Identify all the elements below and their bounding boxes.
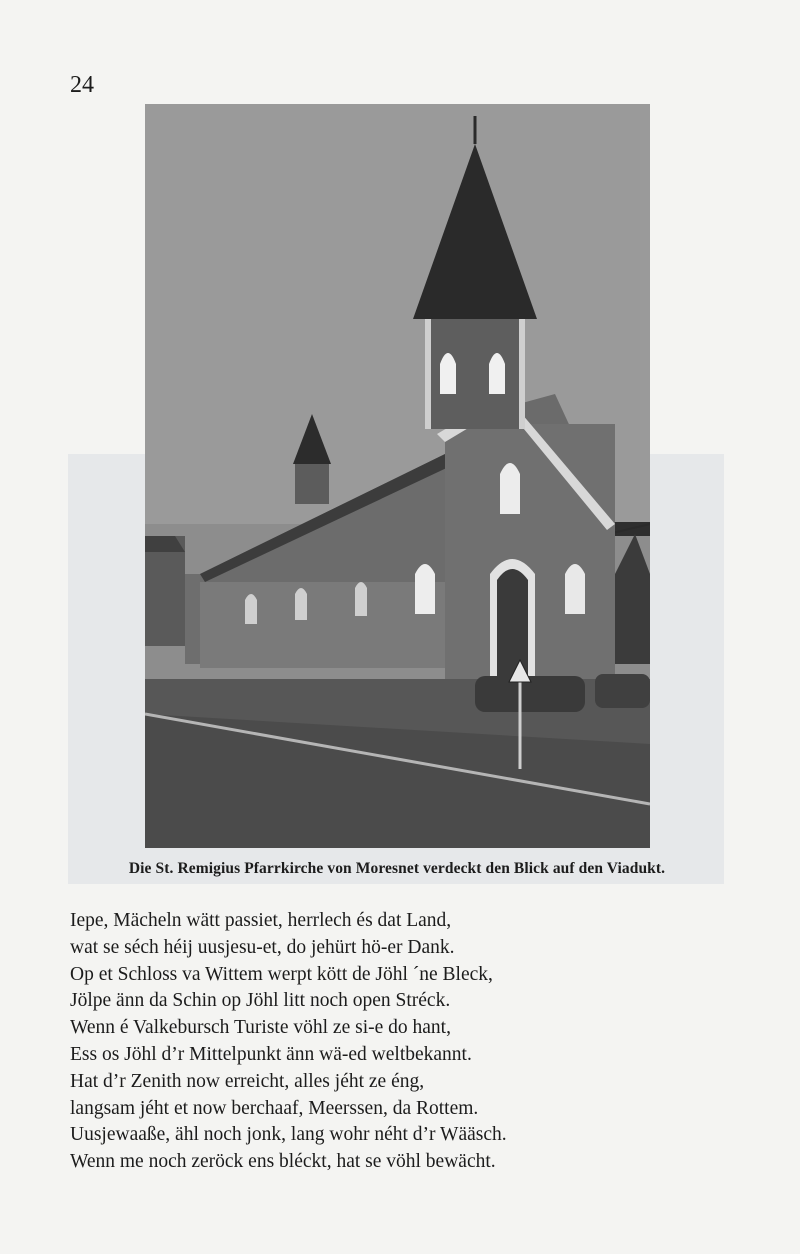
church-photo xyxy=(145,104,650,848)
photo-caption: Die St. Remigius Pfarrkirche von Moresnet verdeckt den Blick auf den Viadukt. xyxy=(128,860,666,877)
poem-line: Wenn é Valkebursch Turiste vöhl ze si-e do hant, xyxy=(70,1017,451,1039)
poem-line: wat se séch héij uusjesu-et, do jehürt hö-er Dank. xyxy=(70,936,455,958)
poem-line: Iepe, Mächeln wätt passiet, herrlech és dat Land, xyxy=(70,910,452,931)
poem-line: Jölpe änn da Schin op Jöhl litt noch open Stréck. xyxy=(70,990,451,1012)
poem xyxy=(70,908,730,1176)
poem-line: Uusjewaaße, ähl noch jonk, lang wohr néht d’r Wääsch. xyxy=(70,1124,507,1146)
poem-line: Hat d’r Zenith now erreicht, alles jéht ze éng, xyxy=(70,1070,425,1092)
poem-line: Op et Schloss va Wittem werpt kött de Jöhl ´ne Bleck, xyxy=(70,963,493,985)
poem-line: langsam jéht et now berchaaf, Meerssen, da Rottem. xyxy=(70,1097,479,1119)
poem-line: Wenn me noch zeröck ens bléckt, hat se vöhl bewächt. xyxy=(70,1151,496,1173)
poem-line: Ess os Jöhl d’r Mittelpunkt änn wä-ed weltbekannt. xyxy=(70,1043,472,1065)
page-number: 24 xyxy=(70,72,94,98)
